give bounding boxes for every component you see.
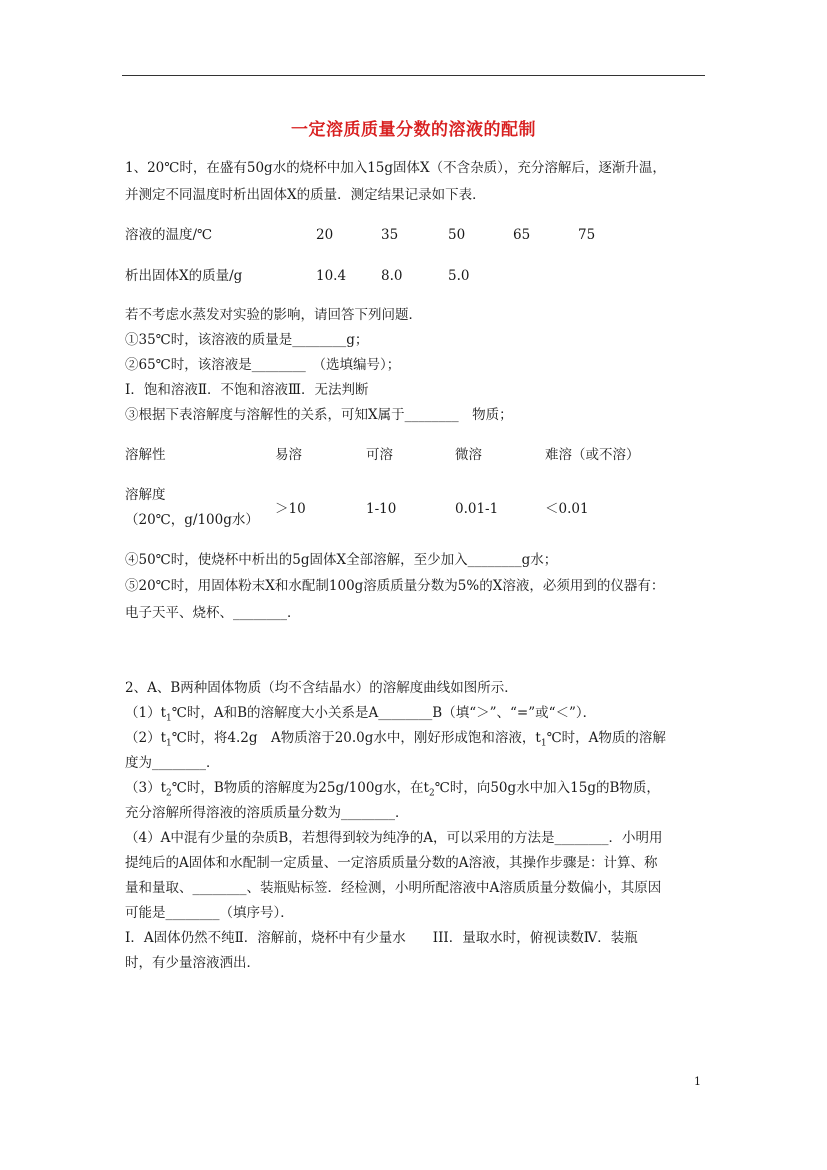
table-cell: ＞10	[275, 501, 306, 517]
q2-options-line2: 时，有少量溶液洒出．	[125, 955, 260, 971]
q2-part2	[125, 728, 666, 754]
q1-sub1: ①35℃时，该溶液的质量是________g；	[125, 332, 369, 348]
table-cell: ＜0.01	[545, 501, 589, 517]
q1-options: Ⅰ．饱和溶液Ⅱ．不饱和溶液Ⅲ．无法判断	[125, 382, 369, 398]
q2-part2-text: （2）t	[125, 730, 167, 746]
q2-part4-line2: 提纯后的A固体和水配制一定质量、一定溶质质量分数的A溶液，其操作步骤是：计算、称	[125, 855, 658, 871]
subscript: 2	[428, 788, 435, 799]
table-header: 可溶	[366, 447, 393, 463]
q2-part3-text: ℃时，B物质的溶解度为25g/100g水，在t	[171, 780, 429, 796]
table-cell: 35	[381, 227, 399, 243]
q2-part1-text: （1）t	[125, 705, 167, 721]
q2-part2-text: ℃时，将4.2g A物质溶于20.0g水中，刚好形成饱和溶液，t	[171, 730, 541, 746]
table-cell: 1-10	[366, 501, 397, 517]
table-cell: 75	[578, 227, 596, 243]
table-row-label: 溶液的温度/℃	[125, 227, 213, 243]
table-row-label: 析出固体X的质量/g	[125, 268, 243, 284]
q2-part1	[125, 703, 596, 729]
table-row-label: （20℃，g/100g水）	[125, 512, 259, 528]
q2-part2-text: ℃时，A物质的溶解	[546, 730, 666, 746]
table-cell: 10.4	[316, 268, 347, 284]
table-header: 微溶	[455, 447, 482, 463]
q1-sub5-line1: ⑤20℃时，用固体粉末X和水配制100g溶质质量分数为5%的X溶液，必须用到的仪器有：	[125, 578, 665, 594]
table-cell: 0.01-1	[455, 501, 499, 517]
table-header-label: 溶解性	[125, 447, 166, 463]
q2-part4-line3: 量和量取、________、装瓶贴标签．经检测，小明所配溶液中A溶质质量分数偏小，其原因	[125, 880, 662, 896]
q1-sub4: ④50℃时，使烧杯中析出的5g固体X全部溶解，至少加入________g水；	[125, 552, 558, 568]
page-number: 1	[694, 1075, 701, 1088]
q2-part3-line2: 充分溶解所得溶液的溶质质量分数为________．	[125, 805, 409, 821]
table-cell: 20	[316, 227, 334, 243]
table-cell: 8.0	[381, 268, 403, 284]
q2-part2-line2: 度为________．	[125, 755, 220, 771]
q2-part4-line1: （4）A中混有少量的杂质B，若想得到较为纯净的A，可以采用的方法是________．小明用	[125, 830, 663, 846]
q2-intro: 2、A、B两种固体物质（均不含结晶水）的溶解度曲线如图所示．	[125, 680, 518, 696]
q1-sub2: ②65℃时，该溶液是________ （选填编号）；	[125, 357, 401, 373]
q1-sub5-line2: 电子天平、烧杯、________．	[125, 605, 301, 621]
table-row-label: 溶解度	[125, 487, 166, 503]
table-header: 难溶（或不溶）	[545, 447, 640, 463]
subscript: 1	[540, 738, 547, 749]
q2-options-line1: Ⅰ．A固体仍然不纯Ⅱ．溶解前，烧杯中有少量水 III．量取水时，俯视读数Ⅳ．装瓶	[125, 930, 638, 946]
subscript: 2	[166, 788, 172, 799]
q2-part3-text: ℃时，向50g水中加入15g的B物质，	[434, 780, 660, 796]
q2-part3	[125, 778, 660, 804]
table-cell: 5.0	[448, 268, 470, 284]
q2-part4-line4: 可能是________（填序号）．	[125, 905, 294, 921]
q1-intro-line1: 1、20℃时，在盛有50g水的烧杯中加入15g固体X（不含杂质），充分溶解后，逐渐升温，	[125, 160, 666, 176]
table-cell: 50	[448, 227, 466, 243]
table-cell: 65	[513, 227, 531, 243]
subscript: 1	[166, 713, 172, 724]
q2-part1-text: ℃时，A和B的溶解度大小关系是A________B（填“＞”、“=”或“＜”）．	[171, 705, 597, 721]
subscript: 1	[166, 738, 172, 749]
page-title: 一定溶质质量分数的溶液的配制	[291, 120, 536, 140]
q1-text: 若不考虑水蒸发对实验的影响，请回答下列问题．	[125, 307, 422, 323]
header-rule	[122, 75, 705, 76]
q2-part3-text: （3）t	[125, 780, 167, 796]
q1-intro-line2: 并测定不同温度时析出固体X的质量．测定结果记录如下表．	[125, 187, 486, 203]
table-header: 易溶	[275, 447, 302, 463]
q1-sub3: ③根据下表溶解度与溶解性的关系，可知X属于________ 物质；	[125, 407, 513, 423]
